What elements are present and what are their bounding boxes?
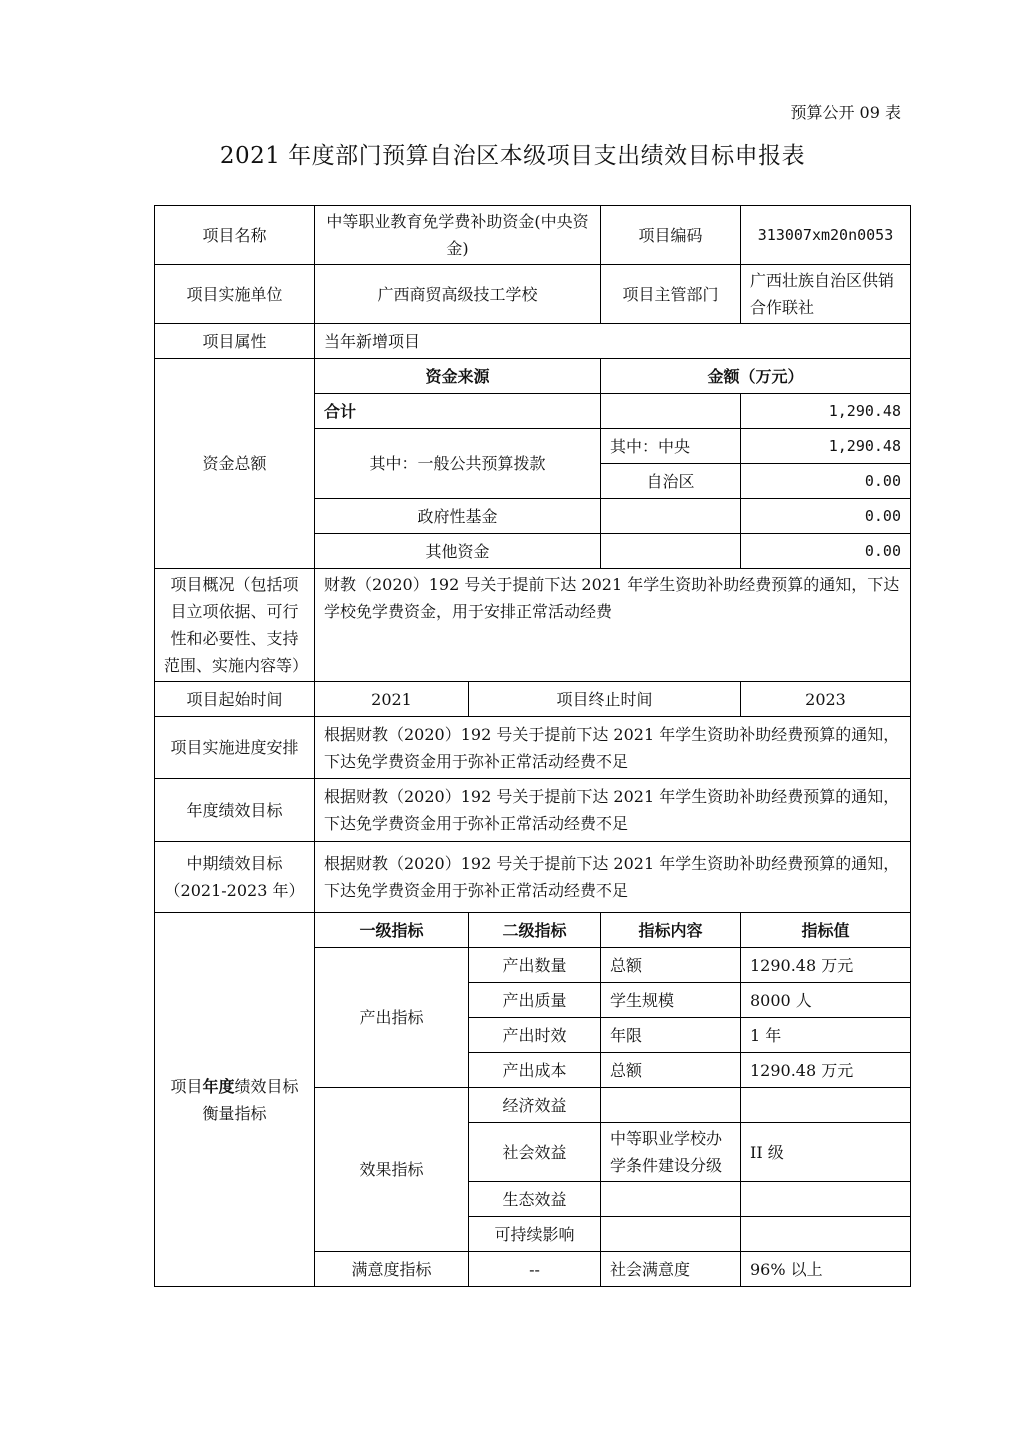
satisfaction-value: 96% 以上	[741, 1252, 911, 1287]
funds-label: 资金总额	[155, 359, 315, 569]
content-cell: 年限	[601, 1018, 741, 1053]
value-cell: 1290.48 万元	[741, 1053, 911, 1088]
col-value-header: 指标值	[741, 913, 911, 948]
indicators-label	[155, 913, 315, 1287]
value-cell	[741, 1217, 911, 1252]
schedule-text: 根据财教（2020）192 号关于提前下达 2021 年学生资助补助经费预算的通知，下达免学费资金用于弥补正常活动经费不足	[315, 717, 911, 779]
row-project-name	[155, 206, 911, 265]
funds-other-value: 0.00	[741, 534, 911, 569]
annual-goal-text: 根据财教（2020）192 号关于提前下达 2021 年学生资助补助经费预算的通知，下达免学费资金用于弥补正常活动经费不足	[315, 779, 911, 842]
level2-cell: 产出时效	[469, 1018, 601, 1053]
value-cell	[741, 1088, 911, 1123]
level2-cell: 生态效益	[469, 1182, 601, 1217]
mid-goal-label-line2: （2021-2023 年）	[164, 881, 305, 900]
level2-cell: 可持续影响	[469, 1217, 601, 1252]
value-cell: 8000 人	[741, 983, 911, 1018]
overview-text: 财教（2020）192 号关于提前下达 2021 年学生资助补助经费预算的通知，下达学校免学费资金，用于安排正常活动经费	[315, 569, 911, 682]
funds-other-empty-cell	[601, 534, 741, 569]
funds-region-value: 0.00	[741, 464, 911, 499]
row-period	[155, 682, 911, 717]
level2-cell: 产出质量	[469, 983, 601, 1018]
annual-goal-label: 年度绩效目标	[155, 779, 315, 842]
schedule-label: 项目实施进度安排	[155, 717, 315, 779]
project-unit-value: 广西商贸高级技工学校	[315, 265, 601, 324]
row-project-unit	[155, 265, 911, 324]
project-unit-label: 项目实施单位	[155, 265, 315, 324]
col-level2-header: 二级指标	[469, 913, 601, 948]
value-cell: 1 年	[741, 1018, 911, 1053]
overview-label: 项目概况（包括项目立项依据、可行性和必要性、支持范围、实施内容等）	[155, 569, 315, 682]
value-cell	[741, 1182, 911, 1217]
funds-total-value: 1,290.48	[741, 394, 911, 429]
indicators-label-suffix: 绩效目标衡量指标	[202, 1076, 299, 1123]
level2-cell: 经济效益	[469, 1088, 601, 1123]
performance-target-table	[154, 205, 911, 1287]
funds-gov-empty-cell	[601, 499, 741, 534]
satisfaction-content: 社会满意度	[601, 1252, 741, 1287]
start-time-label: 项目起始时间	[155, 682, 315, 717]
col-level1-header: 一级指标	[315, 913, 469, 948]
row-funds-header	[155, 359, 911, 394]
funds-general-label: 其中：一般公共预算拨款	[315, 429, 601, 499]
level2-cell: 产出成本	[469, 1053, 601, 1088]
mid-goal-text: 根据财教（2020）192 号关于提前下达 2021 年学生资助补助经费预算的通知，下达免学费资金用于弥补正常活动经费不足	[315, 842, 911, 913]
funds-total-label: 合计	[315, 394, 601, 429]
form-code: 预算公开 09 表	[790, 103, 901, 122]
satisfaction-indicator-label: 满意度指标	[315, 1252, 469, 1287]
project-name-label: 项目名称	[155, 206, 315, 265]
content-cell	[601, 1088, 741, 1123]
content-cell: 学生规模	[601, 983, 741, 1018]
level2-cell: 产出数量	[469, 948, 601, 983]
output-indicator-label: 产出指标	[315, 948, 469, 1088]
row-overview	[155, 569, 911, 682]
funds-total-empty-cell	[601, 394, 741, 429]
effect-indicator-label: 效果指标	[315, 1088, 469, 1252]
funds-gov-label: 政府性基金	[315, 499, 601, 534]
end-time-label: 项目终止时间	[469, 682, 741, 717]
indicators-label-bold: 年度	[202, 1076, 235, 1096]
end-time-value: 2023	[741, 682, 911, 717]
funds-amount-header: 金额（万元）	[601, 359, 911, 394]
project-code-label: 项目编码	[601, 206, 741, 265]
start-time-value: 2021	[315, 682, 469, 717]
row-mid-goal	[155, 842, 911, 913]
content-cell	[601, 1217, 741, 1252]
value-cell: II 级	[741, 1123, 911, 1182]
mid-goal-label	[155, 842, 315, 913]
project-dept-label: 项目主管部门	[601, 265, 741, 324]
indicators-label-prefix: 项目	[170, 1076, 203, 1096]
satisfaction-level2: --	[469, 1252, 601, 1287]
project-name-value: 中等职业教育免学费补助资金(中央资金)	[315, 206, 601, 265]
funds-gov-value: 0.00	[741, 499, 911, 534]
level2-cell: 社会效益	[469, 1123, 601, 1182]
content-cell: 中等职业学校办学条件建设分级	[601, 1123, 741, 1182]
project-code-value: 313007xm20n0053	[741, 206, 911, 265]
row-schedule	[155, 717, 911, 779]
funds-source-header: 资金来源	[315, 359, 601, 394]
funds-region-label: 自治区	[601, 464, 741, 499]
row-annual-goal	[155, 779, 911, 842]
project-dept-value: 广西壮族自治区供销合作联社	[741, 265, 911, 324]
col-content-header: 指标内容	[601, 913, 741, 948]
funds-central-value: 1,290.48	[741, 429, 911, 464]
content-cell: 总额	[601, 1053, 741, 1088]
page-title: 2021 年度部门预算自治区本级项目支出绩效目标申报表	[219, 143, 806, 169]
funds-other-label: 其他资金	[315, 534, 601, 569]
content-cell: 总额	[601, 948, 741, 983]
row-indicator-header	[155, 913, 911, 948]
row-project-attr	[155, 324, 911, 359]
project-attr-value: 当年新增项目	[315, 324, 911, 359]
funds-central-label: 其中：中央	[601, 429, 741, 464]
value-cell: 1290.48 万元	[741, 948, 911, 983]
project-attr-label: 项目属性	[155, 324, 315, 359]
mid-goal-label-line1: 中期绩效目标	[186, 854, 283, 873]
content-cell	[601, 1182, 741, 1217]
